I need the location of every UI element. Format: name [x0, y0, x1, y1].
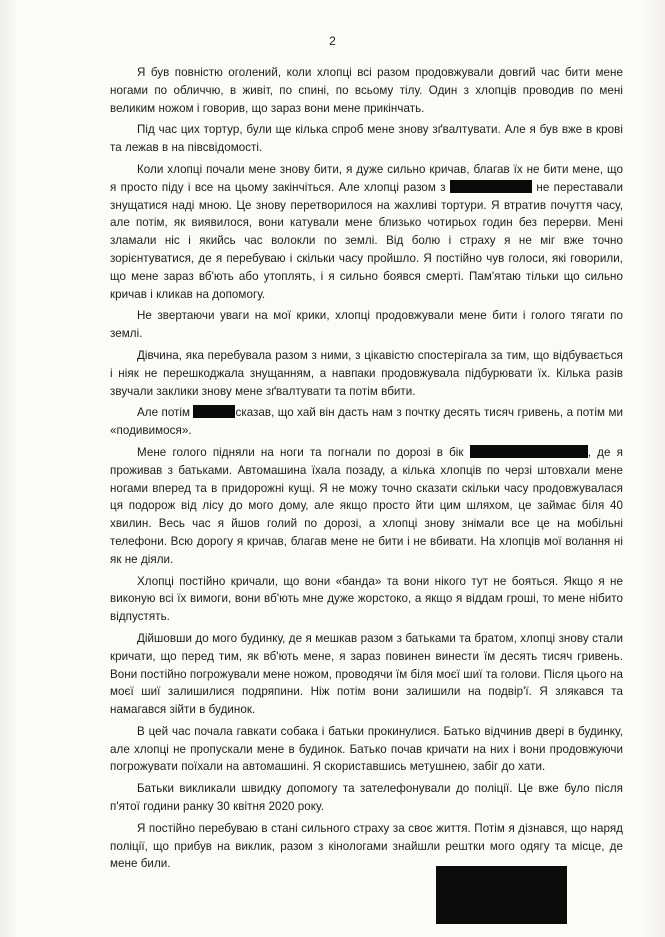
paragraph-text: Але потім [137, 406, 194, 420]
paragraph-7 [110, 444, 623, 569]
paragraph-2 [110, 121, 623, 157]
paragraph-text: Хлопці постійно кричали, що вони «банда» та вони нікого тут не бояться. Якщо я не виконую всі їх вимоги, вони вб'ють мне дуже жорстоко, а якщо я віддам гроші, то мене нібито відпустять. [110, 574, 623, 624]
paragraph-text: Я постійно перебуваю в стані сильного страху за своє життя. Потім я дізнався, що наряд поліції, що прибув на виклик, разом з кінологами знайшли рештки мого одягу та місце, де мене били. [110, 821, 623, 871]
paragraph-text: Дійшовши до мого будинку, де я мешкав разом з батьками та братом, хлопці знову стали кричати, що перед тим, як вб'ють мене, я зараз повинен винести їм десять тисяч гривень. Вони постійно погрожували мене ножом, проводячи їм біля моєї шиї та голови. Після цього на моєї шиї залишилися подряпини. Ніж потім вони залишили на подвір'ї. Я злякався та намагався зійти в будинок. [110, 631, 623, 717]
paragraph-3 [110, 161, 623, 303]
paragraph-text: , де я проживав з батьками. Автомашина їхала позаду, а кілька хлопців по черзі штовхали мене ногами вперед та в придорожні кущі. Я не можу точно сказати скільки часу продовжувалася ця подорож від лісу до мого дому, але якщо просто йти цим шляхом, це займає біля 40 хвилин. Весь час я йшов голий по дорозі, а хлопці знову знімали все це на мобільні телефони. Всю дорогу я кричав, благав мене не бити і не вбивати. На хлопців мої волання ні як не діяли. [110, 445, 623, 566]
paragraph-1 [110, 64, 623, 117]
signature-redaction-block [436, 866, 567, 924]
redaction-block [470, 445, 588, 458]
paragraph-10 [110, 723, 623, 776]
redaction-block [193, 405, 235, 418]
paragraph-9 [110, 630, 623, 719]
paragraph-text: Дівчина, яка перебувала разом з ними, з цікавістю спостерігала за тим, що відбувається і ніяк не перешкоджала знущанням, а навпаки продовжувала підбурювати їх. Кілька разів звучали заклики знову мене зґвалтувати та потім вбити. [110, 348, 623, 398]
paragraph-text: Я був повністю оголений, коли хлопці всі разом продовжували довгий час бити мене ногами по обличчю, в живіт, по спині, по всьому тілу. Один з хлопців проводив по мені великим ножом і говорив, що зараз вони мене прикінчать. [110, 66, 623, 115]
paragraph-text: сказав, що хай він дасть нам з почтку десять тисяч гривень, а потім ми «подивимося». [110, 406, 623, 438]
redaction-block [450, 180, 532, 193]
paragraph-11 [110, 780, 623, 816]
paragraph-text: Мене голого підняли на ноги та погнали по дорозі в бік [137, 445, 470, 459]
paragraph-4 [110, 307, 623, 343]
paragraph-text: Під час цих тортур, були ще кілька спроб мене знову зґвалтувати. Але я був вже в крові та лежав в на півсвідомості. [110, 123, 623, 155]
paragraph-8 [110, 573, 623, 626]
paragraph-text: не переставали знущатися наді мною. Це знову перетворилося на жахливі тортури. Я втратив почуття часу, але потім, як виявилося, вони катували мене близько чотирьох годин без перерви. Мені зламали ніс і якийсь час волокли по землі. Від болю і страху я не міг вже точно зорієнтуватися, де я перебуваю і скільки часу пройшло. Я постійно чув голоси, які говорили, що мене зараз вб'ють або утоплять, і я сильно боявся смерті. Пам'ятаю тільки що сильно кричав і кликав на допомогу. [110, 180, 623, 301]
paragraph-text: Батьки викликали швидку допомогу та зателефонували до поліції. Це вже було після п'ятої години ранку 30 квітня 2020 року. [110, 782, 623, 814]
paragraph-6 [110, 404, 623, 440]
page-number: 2 [329, 34, 336, 48]
paragraph-text: В цей час почала гавкати собака і батьки прокинулися. Батько відчинив двері в будинку, але хлопці не пропускали мене в будинок. Батько почав кричати на них і вони продовжуючи погрожувати поїхали на автомашині. Я скориставшись метушнею, забіг до хати. [110, 724, 623, 774]
paragraph-text: Коли хлопці почали мене знову бити, я дуже сильно кричав, благав їх не бити мене, що я просто піду і все на цьому закінчіться. Але хлопці разом з [110, 162, 623, 194]
paragraph-text: Не звертаючи уваги на мої крики, хлопці продовжували мене бити і голого тягати по землі. [110, 309, 623, 341]
document-body [110, 64, 623, 873]
paragraph-5 [110, 347, 623, 400]
